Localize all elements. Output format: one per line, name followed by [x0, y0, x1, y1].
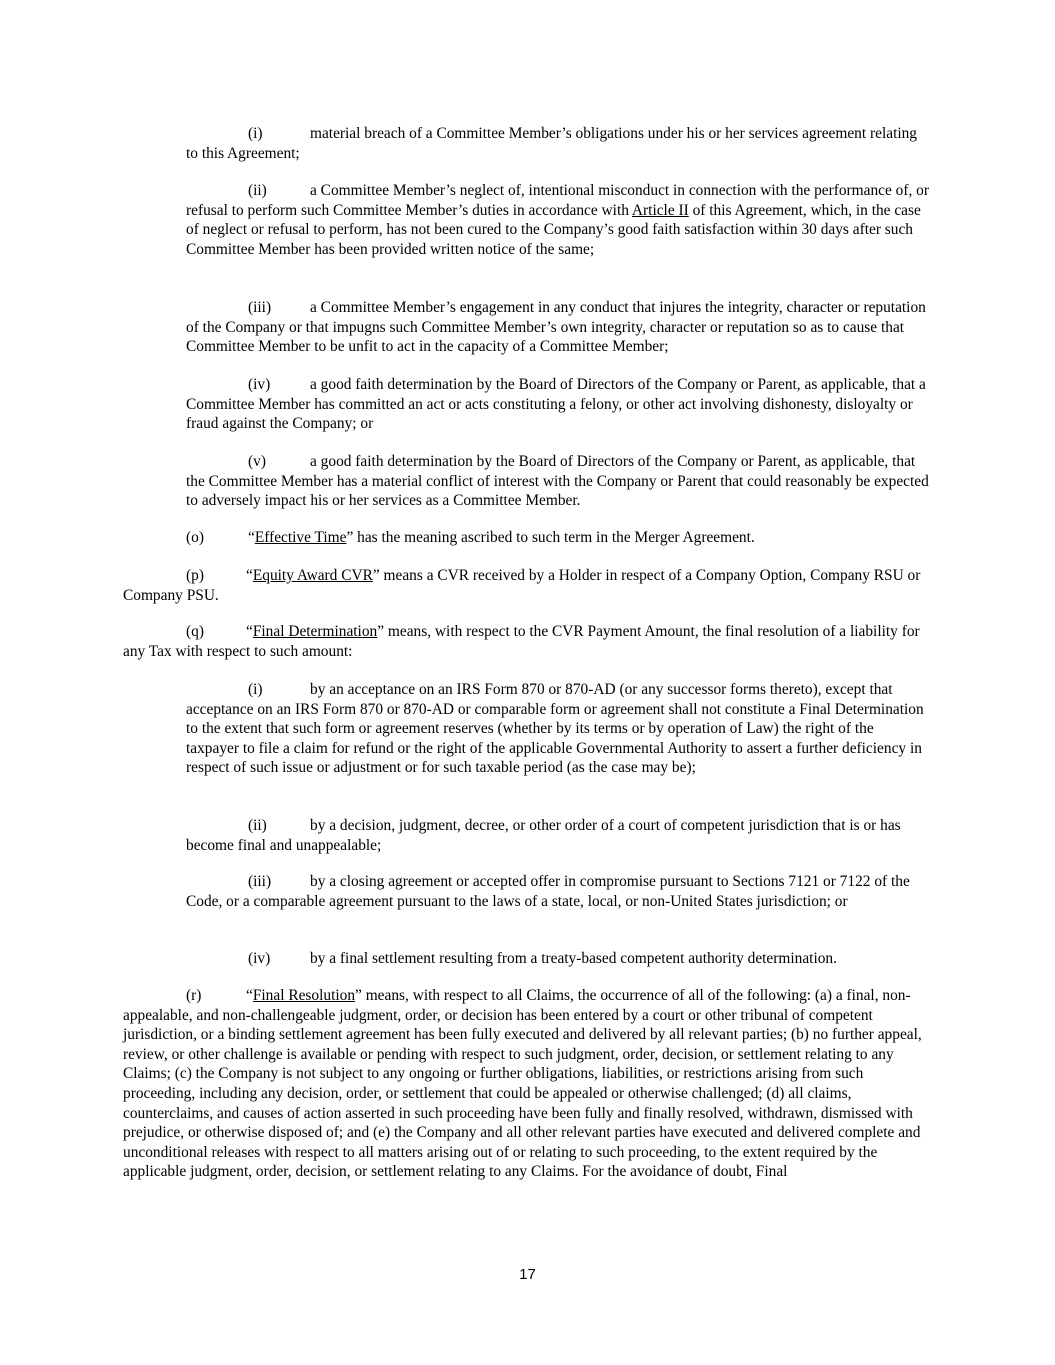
definition-marker: (r) [186, 987, 202, 1004]
clause-text: material breach of a Committee Member’s obligations under his or her services agreement relating to this Agreement; [186, 125, 918, 162]
clause-q-iii-closing-agreement [186, 872, 930, 911]
definition-text: ” means, with respect to all Claims, the occurrence of all of the following: (a) a final, non-appealable, and non-challengeable judgment, order, or decision has been entered by a court or other tribunal of competent jurisdiction, or a binding settlement agreement has been fully executed and delivered by all relevant parties; (b) no further appeal, review, or other challenge is available or pending with respect to such judgment, order, decision, or settlement relating to any Claims; (c) the Company is not subject to any ongoing or further obligations, liabilities, or restrictions arising from such proceeding, including any decision, order, or settlement that could be appealed or otherwise challenged; (d) all claims, counterclaims, and causes of action asserted in such proceeding have been fully and finally resolved, withdrawn, dismissed with prejudice, or otherwise disposed of; and (e) the Company and all other relevant parties have executed and delivered complete and unconditional releases with respect to all matters arising out of or relating to such proceeding, to the extent required by the applicable judgment, order, decision, or settlement relating to any Claims. For the avoidance of doubt, Final [123, 987, 922, 1181]
defined-term: Effective Time [254, 529, 347, 546]
definition-marker: (p) [186, 567, 204, 584]
open-quote: “ [246, 623, 253, 640]
defined-term: Equity Award CVR [252, 567, 373, 584]
open-quote: “ [248, 529, 255, 546]
clause-text: a good faith determination by the Board of Directors of the Company or Parent, as applicable, that a Committee Member has committed an act or acts constituting a felony, or other act involving dishonesty, disloyalty or fraud against the Company; or [186, 376, 926, 433]
clause-i-material-breach [186, 124, 930, 163]
clause-marker: (iv) [248, 376, 271, 393]
clause-q-i-irs-form [186, 680, 930, 778]
clause-marker: (v) [248, 453, 266, 470]
definition-text: ” means a CVR received by a Holder in respect of a Company Option, Company RSU or Company PSU. [123, 567, 921, 604]
clause-text: a good faith determination by the Board of Directors of the Company or Parent, as applicable, that the Committee Member has a material conflict of interest with the Company or Parent that could reasonably be expected to adversely impact his or her services as a Committee Member. [186, 453, 929, 510]
clause-text: by an acceptance on an IRS Form 870 or 870-AD (or any successor forms thereto), except that acceptance on an IRS Form 870 or 870-AD or comparable form or agreement shall not constitute a Final Determination to the extent that such form or agreement reserves (whether by its terms or by operation of Law) the right of the taxpayer to file a claim for refund or the right of the applicable Governmental Authority to assert a further deficiency in respect of such issue or adjustment or for such taxable period (as the case may be); [186, 681, 924, 777]
definition-marker: (q) [186, 623, 204, 640]
clause-text: a Committee Member’s engagement in any conduct that injures the integrity, character or reputation of the Company or that impugns such Committee Member’s own integrity, character or reputation so as to cause that Committee Member to be unfit to act in the capacity of a Committee Member; [186, 299, 926, 356]
clause-text-part-a: a Committee Member’s neglect of, intentional misconduct in connection with the performance of, or refusal to perform such Committee Member’s duties in accordance with [186, 182, 930, 219]
page-number: 17 [519, 1266, 536, 1283]
clause-text: by a decision, judgment, decree, or other order of a court of competent jurisdiction that is or has become final and unappealable; [186, 817, 901, 854]
definition-text: ” means, with respect to the CVR Payment Amount, the final resolution of a liability for any Tax with respect to such amount: [123, 623, 920, 660]
definition-q-final-determination [123, 622, 929, 661]
article-ii-link[interactable]: Article II [631, 201, 689, 219]
clause-marker: (ii) [248, 182, 267, 199]
clause-marker: (iv) [248, 950, 271, 967]
clause-iv-felony [186, 375, 930, 434]
clause-ii-neglect [186, 181, 930, 259]
definition-o-effective-time [186, 528, 930, 548]
clause-marker: (i) [248, 681, 263, 698]
clause-v-conflict [186, 452, 930, 511]
definition-p-equity-award-cvr [123, 566, 929, 605]
open-quote: “ [246, 987, 253, 1004]
clause-marker: (iii) [248, 299, 272, 316]
open-quote: “ [246, 567, 253, 584]
clause-marker: (iii) [248, 873, 272, 890]
clause-text: by a final settlement resulting from a treaty-based competent authority determination. [310, 950, 837, 967]
clause-q-iv-treaty-settlement [186, 949, 930, 969]
clause-marker: (i) [248, 125, 263, 142]
defined-term: Final Determination [252, 623, 378, 640]
clause-text-part-b: of this Agreement, which, in the case of neglect or refusal to perform, has not been cured to the Company’s good faith satisfaction within 30 days after such Committee Member has been provided written notice of the same; [186, 201, 921, 258]
definition-marker: (o) [186, 529, 204, 546]
clause-marker: (ii) [248, 817, 267, 834]
definition-r-final-resolution [123, 986, 929, 1182]
definition-text: ” has the meaning ascribed to such term in the Merger Agreement. [346, 529, 755, 546]
defined-term: Final Resolution [252, 987, 356, 1004]
clause-text: by a closing agreement or accepted offer in compromise pursuant to Sections 7121 or 7122 of the Code, or a comparable agreement pursuant to the laws of a state, local, or non-United States jurisdiction; or [186, 873, 910, 910]
clause-iii-conduct [186, 298, 930, 357]
clause-q-ii-court-decision [186, 816, 930, 855]
